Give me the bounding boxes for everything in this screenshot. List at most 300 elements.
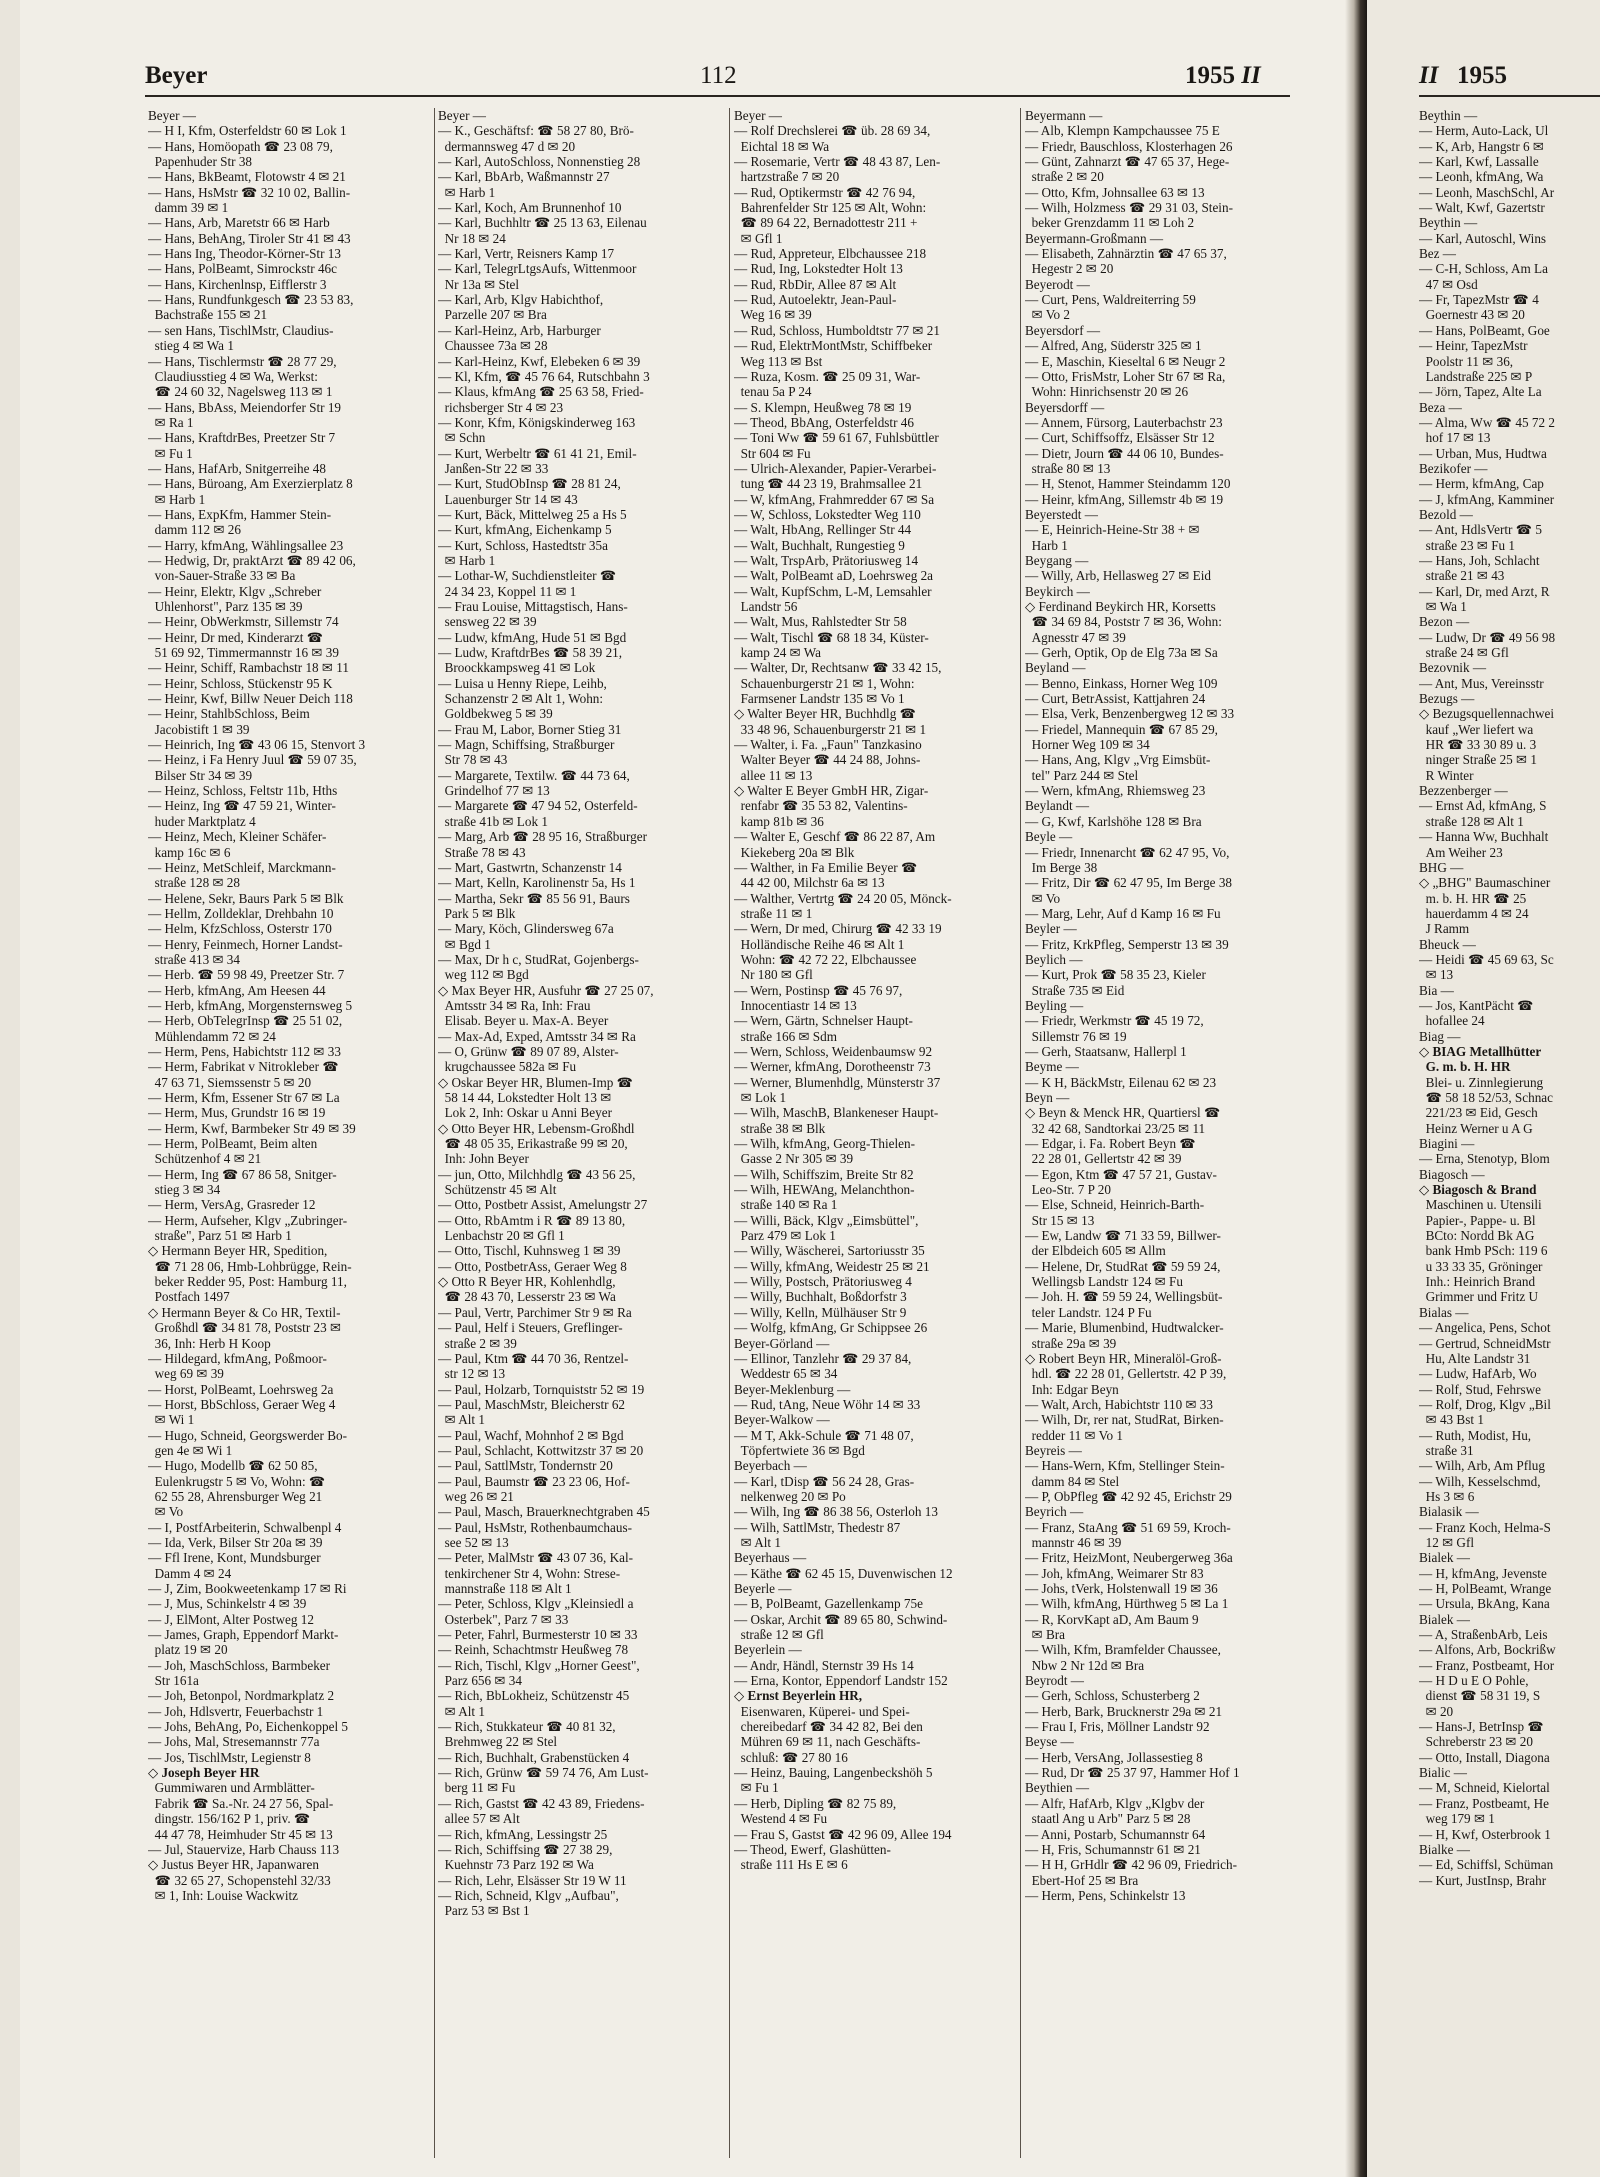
directory-entry-line: — Elisabeth, Zahnärztin ☎ 47 65 37, [1025, 246, 1227, 262]
directory-entry-line: damm 84 ✉ Stel [1025, 1473, 1120, 1489]
directory-entry-line: — Hugo, Modellb ☎ 62 50 85, [148, 1458, 318, 1474]
directory-entry-line: — Angelica, Pens, Schot [1419, 1320, 1551, 1336]
facing-page-year: 1955 [1457, 62, 1507, 89]
directory-entry-line: — Heinz, Mech, Kleiner Schäfer- [148, 829, 327, 845]
directory-entry-line: — Friedel, Mannequin ☎ 67 85 29, [1025, 721, 1218, 737]
directory-entry-line: ◇ Otto R Beyer HR, Kohlenhdlg, [438, 1274, 616, 1290]
directory-entry-line: — Karl, tDisp ☎ 56 24 28, Gras- [734, 1473, 915, 1489]
directory-entry-line: — Else, Schneid, Heinrich-Barth- [1025, 1197, 1205, 1213]
directory-entry-line: — Willy, kfmAng, Weidestr 25 ✉ 21 [734, 1258, 930, 1274]
directory-entry-line: straße 80 ✉ 13 [1025, 460, 1111, 476]
directory-entry-line: 36, Inh: Herb H Koop [148, 1335, 271, 1351]
directory-entry-line: — H, Stenot, Hammer Steindamm 120 [1025, 476, 1231, 492]
directory-entry-line: Walter Beyer ☎ 44 24 88, Johns- [734, 752, 921, 768]
directory-entry-line: hauerdamm 4 ✉ 24 [1419, 905, 1529, 921]
directory-entry-line: — Franz, Postbeamt, He [1419, 1795, 1550, 1811]
directory-entry-line: — Herm, Aufseher, Klgv „Zubringer- [148, 1212, 348, 1228]
directory-entry-line: — Karl, AutoSchloss, Nonnenstieg 28 [438, 154, 641, 170]
directory-entry-line: — Willy, Arb, Hellasweg 27 ✉ Eid [1025, 568, 1211, 584]
directory-entry-line: — Rich, Gastst ☎ 42 43 89, Friedens- [438, 1795, 645, 1811]
directory-entry-line: — Max-Ad, Exped, Amtsstr 34 ✉ Ra [438, 1028, 636, 1044]
directory-entry-line: — Heinz, MetSchleif, Marckmann- [148, 859, 336, 875]
directory-entry-line: ☎ 89 64 22, Bernadottestr 211 + [734, 215, 918, 231]
directory-entry-line: — Curt, Pens, Waldreiterring 59 [1025, 292, 1196, 308]
directory-entry-line: — Hans, KraftdrBes, Preetzer Str 7 [148, 430, 336, 446]
directory-entry-line: Beyermann-Großmann — [1025, 230, 1164, 246]
directory-entry-line: — Wilh, SattlMstr, Thedestr 87 [734, 1519, 901, 1535]
directory-entry-line: — J, ElMont, Alter Postweg 12 [148, 1611, 314, 1627]
directory-entry-line: — Helm, KfzSchloss, Osterstr 170 [148, 921, 332, 937]
directory-entry-line: Grimmer und Fritz U [1419, 1289, 1539, 1305]
facing-header-rule [1419, 95, 1600, 97]
directory-entry-line: — Erna, Stenotyp, Blom [1419, 1151, 1550, 1167]
directory-entry-line: — Kurt, JustInsp, Brahr [1419, 1872, 1547, 1888]
directory-entry-line: Wellingsb Landstr 124 ✉ Fu [1025, 1274, 1183, 1290]
directory-entry-line: kauf „Wer liefert wa [1419, 721, 1534, 737]
directory-entry-line: — Herb, Bark, Brucknerstr 29a ✉ 21 [1025, 1703, 1223, 1719]
directory-entry-line: Beyer-Walkow — [734, 1412, 830, 1428]
directory-entry-line: Str 78 ✉ 43 [438, 752, 508, 768]
directory-entry-line: weg 179 ✉ 1 [1419, 1811, 1495, 1827]
directory-entry-line: Beylich — [1025, 951, 1083, 967]
directory-entry-line: — Herb, ObTelegrInsp ☎ 25 51 02, [148, 1013, 343, 1029]
directory-entry-line: ✉ Bgd 1 [438, 936, 491, 952]
directory-entry-line: Nbw 2 Nr 12d ✉ Bra [1025, 1657, 1145, 1673]
directory-entry-line: dienst ☎ 58 31 19, S [1419, 1688, 1541, 1704]
directory-entry-line: — Walt, HbAng, Rellinger Str 44 [734, 522, 912, 538]
directory-entry-line: Beythien — [1025, 1780, 1090, 1796]
facing-page-roman: II [1419, 62, 1439, 89]
directory-entry-line: — Otto, FrisMstr, Loher Str 67 ✉ Ra, [1025, 368, 1226, 384]
directory-entry-line: — Rich, Tischl, Klgv „Horner Geest", [438, 1657, 640, 1673]
directory-entry-line: Amtsstr 34 ✉ Ra, Inh: Frau [438, 997, 591, 1013]
directory-entry-line: — Hans, Arb, Maretstr 66 ✉ Harb [148, 215, 330, 231]
directory-entry-line: Hu, Alte Landstr 31 [1419, 1350, 1531, 1366]
directory-entry-line: — Hans, Homöopath ☎ 23 08 79, [148, 138, 333, 154]
directory-entry-line: — Hugo, Schneid, Georgswerder Bo- [148, 1427, 347, 1443]
directory-entry-line: — Herb, Dipling ☎ 82 75 89, [734, 1795, 897, 1811]
directory-entry-line: Schanzenstr 2 ✉ Alt 1, Wohn: [438, 691, 604, 707]
directory-entry-line: hofallee 24 [1419, 1013, 1485, 1029]
directory-entry-line: Schreberstr 23 ✉ 20 [1419, 1734, 1533, 1750]
directory-entry-line: — Mart, Kelln, Karolinenstr 5a, Hs 1 [438, 875, 636, 891]
directory-entry-line: — Heinr, Elektr, Klgv „Schreber [148, 583, 322, 599]
directory-entry-line: — Otto, RbAmtm i R ☎ 89 13 80, [438, 1212, 626, 1228]
directory-entry-line: BHG — [1419, 859, 1464, 875]
directory-entry-line: ◇ Bezugsquellennachwei [1419, 706, 1555, 722]
directory-entry-line: — Anni, Postarb, Schumannstr 64 [1025, 1826, 1206, 1842]
directory-entry-line: ✉ Harb 1 [438, 184, 496, 200]
directory-entry-line: Beyme — [1025, 1059, 1079, 1075]
directory-entry-line: straße 166 ✉ Sdm [734, 1028, 837, 1044]
directory-entry-line: — Hans, Ang, Klgv „Vrg Eimsbüt- [1025, 752, 1211, 768]
directory-entry-line: tenkirchener Str 4, Wohn: Strese- [438, 1565, 621, 1581]
directory-entry-line: ◇ Walter E Beyer GmbH HR, Zigar- [734, 783, 929, 799]
directory-entry-line: J Ramm [1419, 921, 1470, 937]
directory-entry-line: Bezold — [1419, 506, 1473, 522]
directory-entry-line: straße", Parz 51 ✉ Harb 1 [148, 1228, 292, 1244]
directory-entry-line: Bezikofer — [1419, 460, 1488, 476]
directory-entry-line: — Fritz, KrkPfleg, Semperstr 13 ✉ 39 [1025, 936, 1229, 952]
directory-entry-line: — Joh, kfmAng, Weimarer Str 83 [1025, 1565, 1204, 1581]
directory-entry-line: damm 112 ✉ 26 [148, 522, 241, 538]
directory-entry-line: Parz 656 ✉ 34 [438, 1673, 522, 1689]
directory-entry-line: — Hildegard, kfmAng, Poßmoor- [148, 1350, 327, 1366]
directory-entry-line: — Wilh, kfmAng, Hürthweg 5 ✉ La 1 [1025, 1596, 1229, 1612]
directory-entry-line: Claudiusstieg 4 ✉ Wa, Werkst: [148, 368, 318, 384]
directory-entry-line: — Willy, Kelln, Mülhäuser Str 9 [734, 1304, 907, 1320]
directory-entry-line: — Hans, HsMstr ☎ 32 10 02, Ballin- [148, 184, 351, 200]
header-roman-numeral: II [1241, 62, 1261, 89]
directory-entry-line: Wohn: ☎ 42 72 22, Elbchaussee [734, 951, 917, 967]
directory-entry-line: — Johs, tVerk, Holstenwall 19 ✉ 36 [1025, 1581, 1218, 1596]
directory-entry-line: Kuehnstr 73 Parz 192 ✉ Wa [438, 1857, 594, 1873]
directory-entry-line: — Peter, Fahrl, Burmesterstr 10 ✉ 33 [438, 1627, 638, 1643]
directory-entry-line: — M, Schneid, Kielortal [1419, 1780, 1550, 1796]
directory-entry-line: ◇ Justus Beyer HR, Japanwaren [148, 1857, 319, 1873]
directory-entry-line: Damm 4 ✉ 24 [148, 1565, 232, 1581]
directory-entry-line: — Heinz, i Fa Henry Juul ☎ 59 07 35, [148, 752, 357, 768]
directory-entry-line: Farmsener Landstr 135 ✉ Vo 1 [734, 691, 905, 707]
directory-entry-line: — James, Graph, Eppendorf Markt- [148, 1627, 339, 1643]
directory-entry-line: Beyreis — [1025, 1442, 1082, 1458]
directory-entry-line: — Ludw, KraftdrBes ☎ 58 39 21, [438, 645, 623, 661]
directory-entry-line: Inh.: Heinrich Brand [1419, 1274, 1536, 1290]
directory-entry-line: — Willy, Postsch, Prätoriusweg 4 [734, 1274, 912, 1290]
directory-entry-line: Broockkampsweg 41 ✉ Lok [438, 660, 596, 676]
directory-entry-line: weg 69 ✉ 39 [148, 1366, 224, 1382]
directory-entry-line: schluß: ☎ 27 80 16 [734, 1749, 848, 1765]
directory-entry-line: Beyerodt — [1025, 276, 1090, 292]
directory-entry-line: — Toni Ww ☎ 59 61 67, Fuhlsbüttler [734, 430, 939, 446]
directory-entry-line: ✉ Alt 1 [438, 1412, 485, 1428]
directory-entry-line: — Hans, Büroang, Am Exerzierplatz 8 [148, 476, 353, 492]
directory-entry-line: — Rosemarie, Vertr ☎ 48 43 87, Len- [734, 154, 941, 170]
directory-entry-line: — Ulrich-Alexander, Papier-Verarbei- [734, 460, 937, 476]
directory-column-3 [734, 108, 1029, 1873]
directory-entry-line: — Dietr, Journ ☎ 44 06 10, Bundes- [1025, 445, 1224, 461]
directory-entry-line: allee 11 ✉ 13 [734, 767, 813, 783]
directory-entry-line: — Helene, Dr, StudRat ☎ 59 59 24, [1025, 1258, 1221, 1274]
directory-entry-line: — Alfred, Ang, Süderstr 325 ✉ 1 [1025, 338, 1202, 354]
directory-entry-line: — P, ObPfleg ☎ 42 92 45, Erichstr 29 [1025, 1488, 1232, 1504]
directory-entry-line: Landstr 56 [734, 599, 798, 614]
directory-entry-line: — Heinr, TapezMstr [1419, 338, 1528, 354]
directory-entry-line: Chaussee 73a ✉ 28 [438, 338, 548, 354]
directory-entry-line: — O, Grünw ☎ 89 07 89, Alster- [438, 1043, 619, 1059]
directory-entry-line: — Ludw, HafArb, Wo [1419, 1366, 1537, 1382]
directory-entry-line: — Rich, Schiffsing ☎ 27 38 29, [438, 1841, 613, 1857]
directory-entry-line: — Karl, Autoschl, Wins [1419, 230, 1547, 246]
directory-entry-line: — Gerh, Staatsanw, Hallerpl 1 [1025, 1043, 1187, 1059]
directory-entry-line: — Willy, Wäscherei, Sartoriusstr 35 [734, 1243, 925, 1259]
directory-entry-line: — Herb, VersAng, Jollassestieg 8 [1025, 1749, 1203, 1765]
directory-entry-line: 58 14 44, Lokstedter Holt 13 ✉ [438, 1090, 612, 1105]
directory-entry-line: Beyland — [1025, 660, 1086, 676]
directory-entry-line: — Herm, Pens, Schinkelstr 13 [1025, 1887, 1186, 1903]
directory-entry-line: — Herm, kfmAng, Cap [1419, 476, 1544, 492]
directory-entry-line: — Jul, Stauervize, Harb Chauss 113 [148, 1841, 340, 1857]
directory-entry-line: teler Landstr. 124 P Fu [1025, 1304, 1152, 1320]
directory-entry-line: — Horst, BbSchloss, Geraer Weg 4 [148, 1396, 336, 1412]
directory-entry-line: — Marg, Lehr, Auf d Kamp 16 ✉ Fu [1025, 905, 1221, 921]
directory-entry-line: — Marg, Arb ☎ 28 95 16, Straßburger [438, 829, 647, 845]
directory-entry-line: — A, StraßenbArb, Leis [1419, 1627, 1548, 1643]
directory-entry-line: — Leonh, MaschSchl, Ar [1419, 184, 1555, 200]
directory-entry-line: stieg 4 ✉ Wa 1 [148, 338, 234, 354]
directory-entry-line: Beyer — [148, 108, 196, 123]
directory-entry-line: Goernestr 43 ✉ 20 [1419, 307, 1525, 323]
directory-entry-line: ninger Straße 25 ✉ 1 [1419, 752, 1537, 768]
directory-column-1 [148, 108, 443, 1903]
directory-entry-line: ✉ Wa 1 [1419, 599, 1467, 614]
directory-entry-line: — Hans-Wern, Kfm, Stellinger Stein- [1025, 1458, 1225, 1474]
directory-entry-line: ✉ 43 Bst 1 [1419, 1412, 1484, 1428]
directory-entry-line: straße 128 ✉ Alt 1 [1419, 813, 1524, 829]
directory-entry-line: — Paul, Baumstr ☎ 23 23 06, Hof- [438, 1473, 630, 1489]
directory-entry-line: — Walter, Dr, Rechtsanw ☎ 33 42 15, [734, 660, 942, 676]
directory-entry-line: — W, Schloss, Lokstedter Weg 110 [734, 506, 921, 522]
directory-entry-line: — Wilh, Ing ☎ 86 38 56, Osterloh 13 [734, 1504, 938, 1520]
directory-entry-line: — Ant, HdlsVertr ☎ 5 [1419, 522, 1543, 538]
header-year-number: 1955 [1185, 62, 1235, 89]
directory-entry-line: — Herm, VersAg, Grasreder 12 [148, 1197, 316, 1213]
directory-entry-line: — J, Zim, Bookweetenkamp 17 ✉ Ri [148, 1581, 347, 1596]
directory-entry-line: Beyrodt — [1025, 1673, 1084, 1689]
directory-entry-line: Eichtal 18 ✉ Wa [734, 138, 830, 154]
directory-entry-line: — Kurt, kfmAng, Eichenkamp 5 [438, 522, 612, 538]
directory-entry-line: straße 140 ✉ Ra 1 [734, 1197, 838, 1213]
directory-entry-line: — Rich, BbLokheiz, Schützenstr 45 [438, 1688, 630, 1704]
directory-entry-line: Elisab. Beyer u. Max-A. Beyer [438, 1013, 609, 1029]
directory-entry-line: — Marie, Blumenbind, Hudtwalcker- [1025, 1320, 1224, 1336]
directory-entry-line: — Herm, Fabrikat v Nitrokleber ☎ [148, 1059, 339, 1075]
directory-entry-line: Inh: John Beyer [438, 1151, 529, 1167]
directory-entry-line: mannstraße 118 ✉ Alt 1 [438, 1581, 572, 1596]
directory-entry-line: Horner Weg 109 ✉ 34 [1025, 737, 1150, 753]
directory-entry-line: — Rud, tAng, Neue Wöhr 14 ✉ 33 [734, 1396, 921, 1412]
directory-entry-line: Töpfertwiete 36 ✉ Bgd [734, 1442, 865, 1458]
directory-entry-line: — Frau Louise, Mittagstisch, Hans- [438, 599, 628, 614]
directory-entry-line: — Wilh, MaschB, Blankeneser Haupt- [734, 1105, 939, 1121]
directory-entry-line: ◇ Beyn & Menck HR, Quartiersl ☎ [1025, 1105, 1221, 1121]
directory-entry-line: Bahrenfelder Str 125 ✉ Alt, Wohn: [734, 200, 927, 216]
directory-entry-line: — Fritz, HeizMont, Neubergerweg 36a [1025, 1550, 1233, 1566]
directory-entry-line: — Hans, HafArb, Snitgerreihe 48 [148, 460, 326, 476]
directory-entry-line: — Herb, kfmAng, Am Heesen 44 [148, 982, 326, 998]
directory-entry-line: — Ant, Mus, Vereinsstr [1419, 675, 1544, 691]
directory-entry-line: Postfach 1497 [148, 1289, 230, 1305]
directory-entry-line: — Curt, Schiffsoffz, Elsässer Str 12 [1025, 430, 1215, 446]
directory-entry-line: — Rich, Buchhalt, Grabenstücken 4 [438, 1749, 630, 1765]
directory-entry-line: — Walt, TrspArb, Prätoriusweg 14 [734, 552, 919, 568]
directory-entry-line: — Wilh, kfmAng, Georg-Thielen- [734, 1136, 916, 1152]
running-header-name: Beyer [145, 62, 208, 89]
directory-entry-line: — Reinh, Schachtmstr Heußweg 78 [438, 1642, 629, 1658]
directory-entry-line: ☎ 34 69 84, Poststr 7 ✉ 36, Wohn: [1025, 614, 1222, 630]
directory-entry-line: renfabr ☎ 35 53 82, Valentins- [734, 798, 908, 814]
directory-entry-line: — Fritz, Dir ☎ 62 47 95, Im Berge 38 [1025, 875, 1233, 891]
directory-entry-line: — Frau I, Fris, Möllner Landstr 92 [1025, 1719, 1210, 1735]
directory-entry-line: tenau 5a P 24 [734, 384, 812, 400]
directory-entry-line: Weg 16 ✉ 39 [734, 307, 812, 323]
directory-entry-line: — H I, Kfm, Osterfeldstr 60 ✉ Lok 1 [148, 123, 347, 139]
directory-entry-line: — Rud, Dr ☎ 25 37 97, Hammer Hof 1 [1025, 1765, 1240, 1781]
directory-entry-line: ◇ BIAG Metallhütter [1419, 1043, 1542, 1059]
directory-entry-line: — Herm, Pens, Habichtstr 112 ✉ 33 [148, 1043, 341, 1059]
directory-entry-line: Mühren 69 ✉ 11, nach Geschäfts- [734, 1734, 921, 1750]
directory-entry-line: — sen Hans, TischlMstr, Claudius- [148, 322, 334, 338]
directory-entry-line: — Heinr, Kwf, Billw Neuer Deich 118 [148, 691, 353, 707]
directory-entry-line: ◇ Joseph Beyer HR [148, 1765, 260, 1781]
directory-entry-line: Bez — [1419, 246, 1456, 262]
directory-entry-line: — Kurt, Werbeltr ☎ 61 41 21, Emil- [438, 445, 637, 461]
directory-entry-line: — Hans, BehAng, Tiroler Str 41 ✉ 43 [148, 230, 351, 246]
directory-entry-line: Beythin — [1419, 215, 1478, 231]
directory-entry-line: — Jörn, Tapez, Alte La [1419, 384, 1542, 400]
directory-entry-line: — K., Geschäftsf: ☎ 58 27 80, Brö- [438, 123, 634, 139]
directory-entry-line: Beygang — [1025, 552, 1089, 568]
directory-entry-line: kamp 24 ✉ Wa [734, 645, 822, 661]
directory-entry-line: — Karl, Koch, Am Brunnenhof 10 [438, 200, 622, 216]
directory-entry-line: — Paul, SattlMstr, Tondernstr 20 [438, 1458, 613, 1474]
directory-entry-line: R Winter [1419, 767, 1474, 783]
directory-entry-line: — Frau S, Gastst ☎ 42 96 09, Allee 194 [734, 1826, 952, 1842]
directory-entry-line: — Heidi ☎ 45 69 63, Sc [1419, 951, 1554, 967]
directory-entry-line: — H D u E O Pohle, [1419, 1673, 1529, 1689]
directory-entry-line: — Harry, kfmAng, Wählingsallee 23 [148, 537, 344, 553]
directory-entry-line: hof 17 ✉ 13 [1419, 430, 1491, 446]
directory-entry-line: straße 111 Hs E ✉ 6 [734, 1857, 848, 1873]
directory-entry-line: — Heinr, Schiff, Rambachstr 18 ✉ 11 [148, 660, 349, 676]
directory-entry-line: — Friedr, Bauschloss, Klosterhagen 26 [1025, 138, 1233, 154]
directory-entry-line: Beyer — [734, 108, 782, 123]
directory-entry-line: Bialasik — [1419, 1504, 1479, 1520]
directory-entry-line: Parz 53 ✉ Bst 1 [438, 1903, 530, 1919]
directory-entry-line: Str 15 ✉ 13 [1025, 1212, 1095, 1228]
directory-entry-line: — Herm, Ing ☎ 67 86 58, Snitger- [148, 1166, 337, 1182]
directory-entry-line: — Rud, Ing, Lokstedter Holt 13 [734, 261, 903, 277]
directory-entry-line: straße 128 ✉ 28 [148, 875, 240, 891]
directory-entry-line: Schützenhof 4 ✉ 21 [148, 1151, 262, 1167]
directory-entry-line: Landstraße 225 ✉ P [1419, 368, 1533, 384]
directory-entry-line: — Karl, TelegrLtgsAufs, Wittenmoor [438, 261, 637, 277]
directory-entry-line: — Walt, KupfSchm, L-M, Lemsahler [734, 583, 932, 599]
directory-entry-line: — Horst, PolBeamt, Loehrsweg 2a [148, 1381, 334, 1397]
directory-entry-line: ◇ Oskar Beyer HR, Blumen-Imp ☎ [438, 1074, 634, 1090]
directory-entry-line: — Annem, Fürsorg, Lauterbachstr 23 [1025, 414, 1223, 430]
directory-entry-line: Biagini — [1419, 1136, 1475, 1152]
directory-entry-line: Parz 479 ✉ Lok 1 [734, 1228, 836, 1244]
directory-entry-line: straße 24 ✉ Gfl [1419, 645, 1509, 661]
directory-entry-line: hartzstraße 7 ✉ 20 [734, 169, 840, 185]
directory-entry-line: ✉ 20 [1419, 1703, 1454, 1719]
directory-entry-line: — Ruth, Modist, Hu, [1419, 1427, 1532, 1443]
directory-entry-line: — Otto, PostbetrAss, Geraer Weg 8 [438, 1258, 627, 1274]
directory-entry-line: — H H, GrHdlr ☎ 42 96 09, Friedrich- [1025, 1857, 1238, 1873]
directory-entry-line: — Theod, Ewerf, Glashütten- [734, 1841, 891, 1857]
directory-entry-line: weg 112 ✉ Bgd [438, 967, 529, 983]
directory-entry-line: — Alb, Klempn Kampchaussee 75 E [1025, 123, 1220, 139]
directory-entry-line: — K H, BäckMstr, Eilenau 62 ✉ 23 [1025, 1074, 1217, 1090]
directory-entry-line: — Alfr, HafArb, Klgv „Klgbv der [1025, 1795, 1205, 1811]
directory-entry-line: Beythin — [1419, 108, 1478, 123]
directory-column-2 [438, 108, 733, 1919]
directory-entry-line: Beyler — [1025, 921, 1077, 937]
directory-entry-line: — Rich, Grünw ☎ 59 74 76, Am Lust- [438, 1765, 649, 1781]
directory-entry-line: — Rich, Schneid, Klgv „Aufbau", [438, 1887, 619, 1903]
directory-entry-line: Bezovnik — [1419, 660, 1487, 676]
directory-entry-line: hdl. ☎ 22 28 01, Gellertstr. 42 P 39, [1025, 1366, 1227, 1382]
directory-entry-line: — Wern, kfmAng, Rhiemsweg 23 [1025, 783, 1206, 799]
directory-entry-line: — B, PolBeamt, Gazellenkamp 75e [734, 1596, 923, 1612]
directory-entry-line: — Joh. H. ☎ 59 59 24, Wellingsbüt- [1025, 1289, 1223, 1305]
directory-entry-line: ☎ 48 05 35, Erikastraße 99 ✉ 20, [438, 1136, 628, 1152]
directory-entry-line: — Curt, BetrAssist, Kattjahren 24 [1025, 691, 1206, 707]
directory-entry-line: Bezugs — [1419, 691, 1475, 707]
directory-entry-line: — K, Arb, Hangstr 6 ✉ [1419, 138, 1544, 154]
directory-entry-line: Beyersdorff — [1025, 399, 1105, 415]
directory-entry-line: — Hans, ExpKfm, Hammer Stein- [148, 506, 332, 522]
directory-entry-line: — Wern, Schloss, Weidenbaumsw 92 [734, 1043, 933, 1059]
directory-entry-line: Hs 3 ✉ 6 [1419, 1488, 1475, 1504]
directory-entry-line: Schützenstr 45 ✉ Alt [438, 1182, 557, 1198]
directory-entry-line: — S. Klempn, Heußweg 78 ✉ 19 [734, 399, 912, 415]
directory-entry-line: — Wern, Gärtn, Schnelser Haupt- [734, 1013, 913, 1029]
directory-entry-line: Mühlendamm 72 ✉ 24 [148, 1028, 276, 1044]
directory-entry-line: — Wilh, Arb, Am Pflug [1419, 1458, 1545, 1474]
directory-entry-line: Bilser Str 34 ✉ 39 [148, 767, 253, 783]
directory-entry-line: — Otto, Postbetr Assist, Amelungstr 27 [438, 1197, 648, 1213]
directory-entry-line: ◇ Otto Beyer HR, Lebensm-Großhdl [438, 1120, 635, 1136]
directory-entry-line: ☎ 71 28 06, Hmb-Lohbrügge, Rein- [148, 1258, 352, 1274]
directory-entry-line: berg 11 ✉ Fu [438, 1780, 516, 1796]
directory-entry-line: — Mart, Gastwrtn, Schanzenstr 14 [438, 859, 622, 875]
directory-entry-line: — Walt, PolBeamt aD, Loehrsweg 2a [734, 568, 934, 584]
directory-entry-line: — Oskar, Archit ☎ 89 65 80, Schwind- [734, 1611, 948, 1627]
directory-entry-line: — Franz, Postbeamt, Hor [1419, 1657, 1555, 1673]
directory-entry-line: Beyn — [1025, 1090, 1070, 1105]
directory-entry-line: Hegestr 2 ✉ 20 [1025, 261, 1114, 277]
directory-entry-line: — Kurt, Prok ☎ 58 35 23, Kieler [1025, 967, 1206, 983]
directory-entry-line: str 12 ✉ 13 [438, 1366, 506, 1382]
directory-entry-line: — Ffl Irene, Kont, Mundsburger [148, 1550, 321, 1566]
directory-entry-line: ✉ Wi 1 [148, 1412, 195, 1428]
directory-entry-line: — Henry, Feinmech, Horner Landst- [148, 936, 343, 952]
directory-entry-line: — Heinrich, Ing ☎ 43 06 15, Stenvort 3 [148, 737, 366, 753]
directory-entry-line: — Alfons, Arb, Bockrißw [1419, 1642, 1556, 1658]
directory-entry-line: — W, kfmAng, Frahmredder 67 ✉ Sa [734, 491, 935, 507]
directory-entry-line: — Paul, MaschMstr, Bleicherstr 62 [438, 1396, 626, 1412]
directory-entry-line: — Werner, Blumenhdlg, Münsterstr 37 [734, 1074, 941, 1090]
directory-entry-line: — Walt, Kwf, Gazertstr [1419, 200, 1545, 216]
directory-entry-line: Inh: Edgar Beyn [1025, 1381, 1119, 1397]
directory-entry-line: — Gerh, Optik, Op de Elg 73a ✉ Sa [1025, 645, 1218, 661]
directory-entry-line: — Erna, Kontor, Eppendorf Landstr 152 [734, 1673, 948, 1689]
directory-entry-line: Bachstraße 155 ✉ 21 [148, 307, 268, 323]
directory-entry-line: — Andr, Händl, Sternstr 39 Hs 14 [734, 1657, 914, 1673]
directory-entry-line: redder 11 ✉ Vo 1 [1025, 1427, 1123, 1443]
directory-entry-line: Weg 113 ✉ Bst [734, 353, 823, 369]
directory-entry-line: — Wolfg, kfmAng, Gr Schippsee 26 [734, 1320, 928, 1336]
directory-entry-line: — Margarete ☎ 47 94 52, Osterfeld- [438, 798, 638, 814]
directory-entry-line: Leo-Str. 7 P 20 [1025, 1182, 1111, 1198]
directory-entry-line: — Heinz, Schloss, Feltstr 11b, Hths [148, 783, 338, 799]
directory-entry-line: — Heinr, kfmAng, Sillemstr 4b ✉ 19 [1025, 491, 1224, 507]
directory-entry-line: 33 48 96, Schauenburgerstr 21 ✉ 1 [734, 721, 927, 737]
directory-entry-line: Beyerbach — [734, 1458, 807, 1474]
directory-entry-line: — Friedr, Werkmstr ☎ 45 19 72, [1025, 1013, 1204, 1029]
